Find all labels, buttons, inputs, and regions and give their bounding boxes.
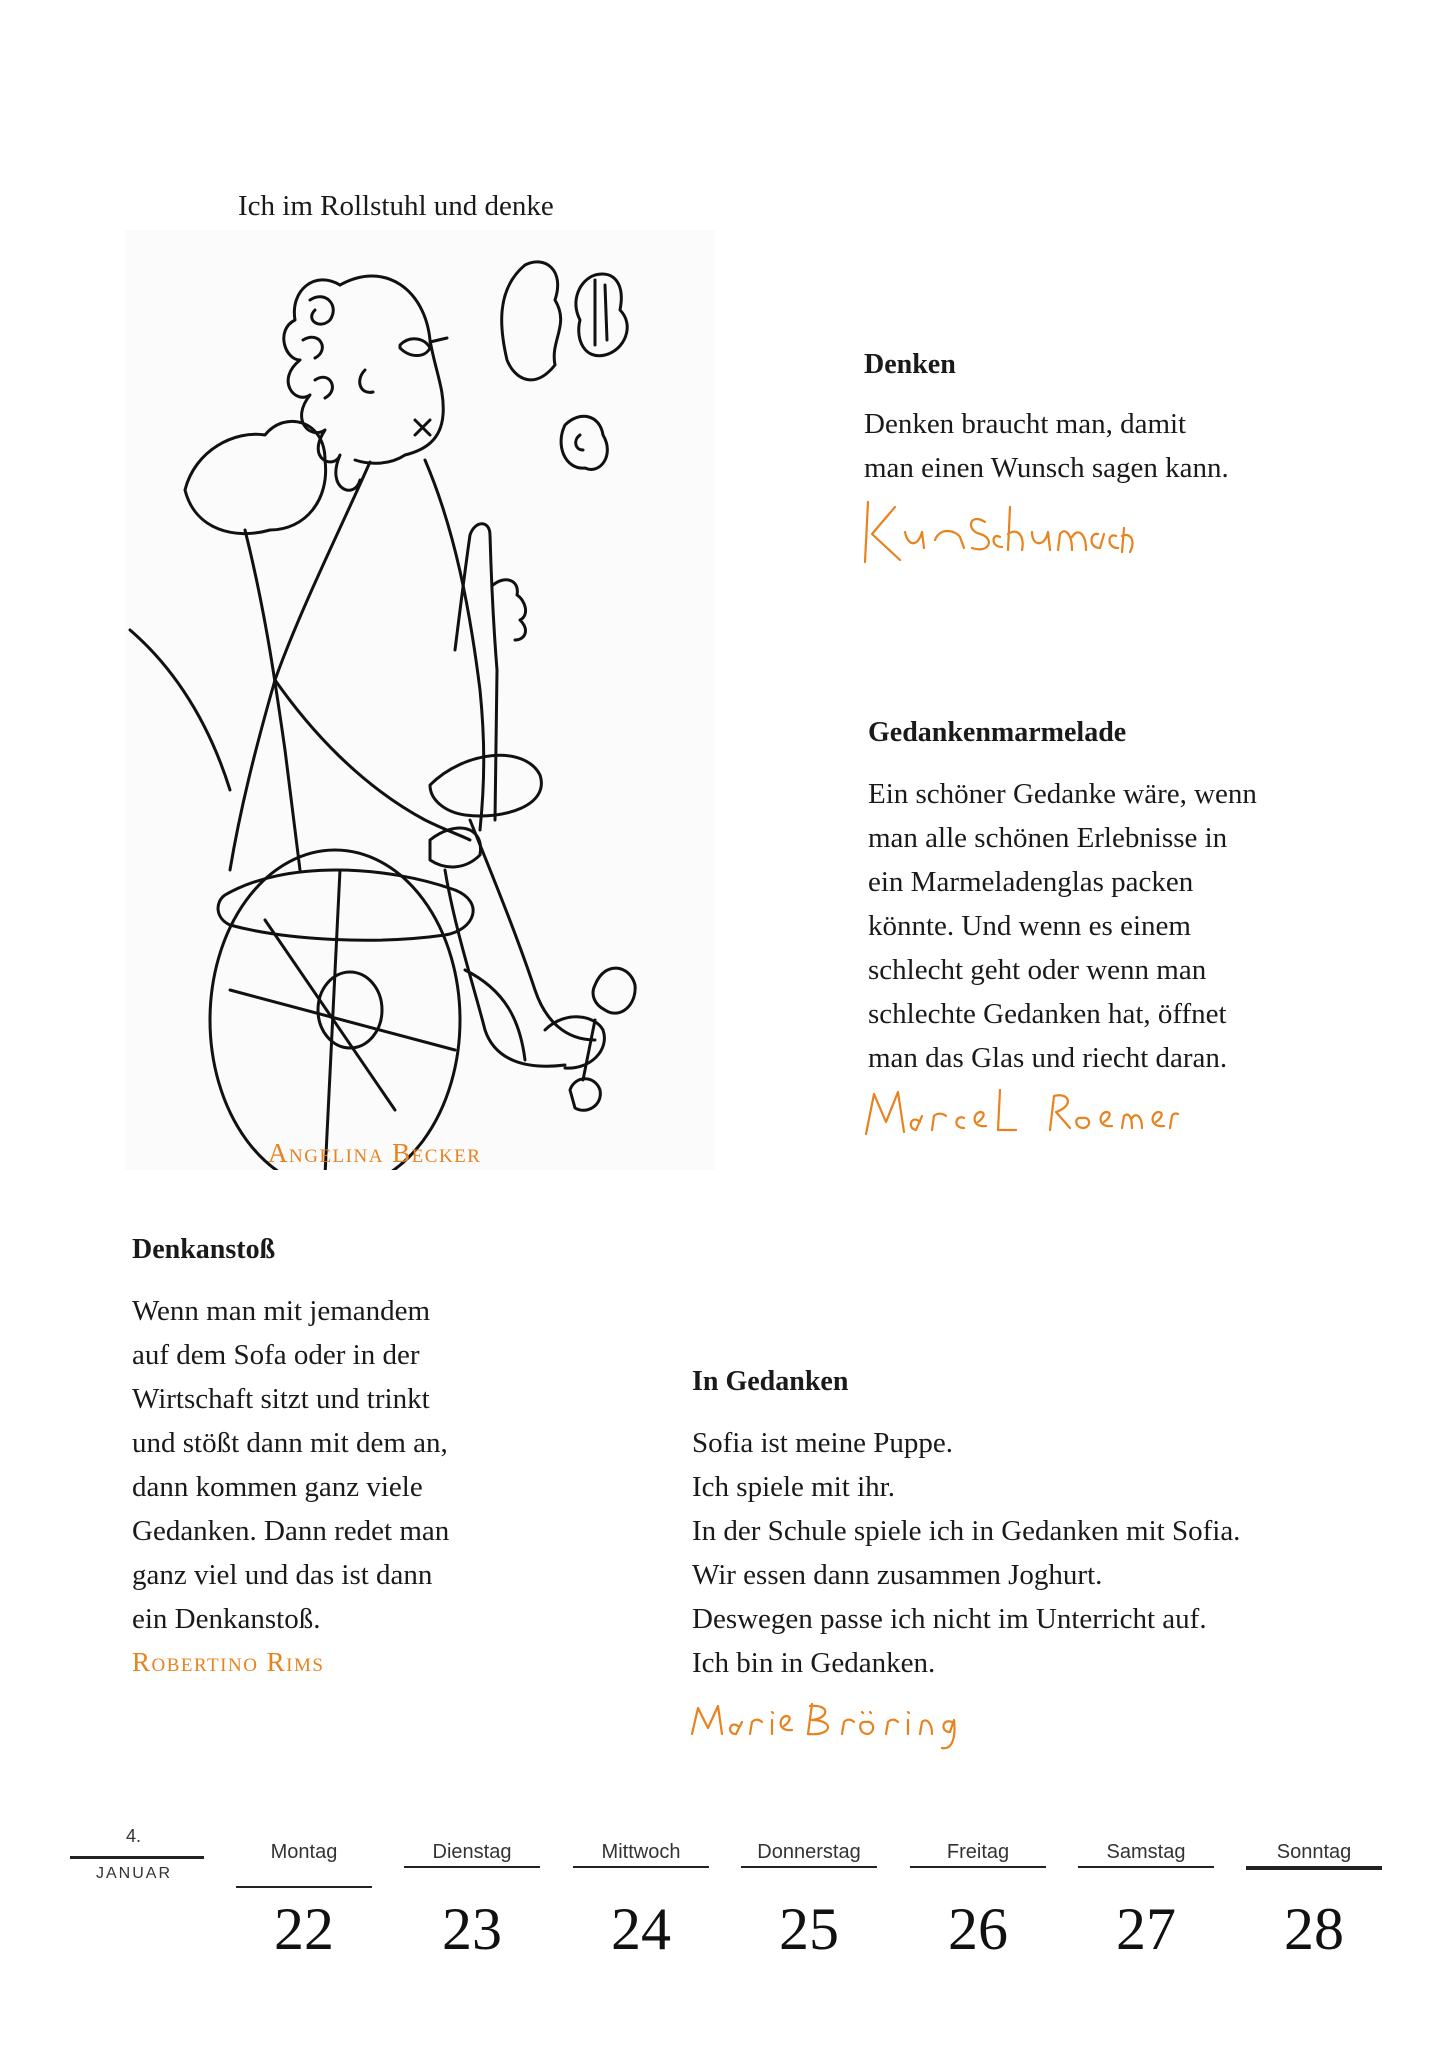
poem-line: ein Marmeladenglas packen: [868, 865, 1194, 898]
calendar-day-tuesday: [404, 1838, 540, 1964]
calendar-week-block: [70, 1826, 204, 1883]
calendar-day-saturday: [1078, 1838, 1214, 1964]
day-rule: [1246, 1866, 1382, 1870]
day-rule: [404, 1866, 540, 1868]
calendar-day-sunday: [1246, 1838, 1382, 1964]
poem-line: man einen Wunsch sagen kann.: [864, 451, 1229, 484]
day-rule: [910, 1866, 1046, 1868]
poem-lines: [692, 1421, 1392, 1685]
signature-marcel-roemer: [860, 1082, 1180, 1142]
day-name: Sonntag: [1276, 1841, 1352, 1863]
day-date: 28: [1284, 1896, 1344, 1962]
day-date: 22: [274, 1896, 334, 1962]
day-name: Samstag: [1106, 1841, 1186, 1863]
drawing-author: Angelina Becker: [268, 1138, 482, 1168]
poem-line: Ich spiele mit ihr.: [692, 1470, 895, 1503]
poem-gedankenmarmelade: [868, 716, 1428, 1080]
poem-line: und stößt dann mit dem an,: [132, 1426, 448, 1459]
poem-title: Gedankenmarmelade: [868, 717, 1127, 748]
poem-lines: [864, 402, 1384, 490]
day-rule: [236, 1886, 372, 1888]
day-rule: [573, 1866, 709, 1868]
signature-kurt-schumacher: [860, 492, 1140, 572]
day-date: 24: [611, 1896, 671, 1962]
poem-line: In der Schule spiele ich in Gedanken mit Sofia.: [692, 1514, 1241, 1547]
day-name: Donnerstag: [757, 1841, 861, 1863]
poem-title: Denken: [864, 349, 956, 380]
day-name: Dienstag: [432, 1841, 512, 1863]
drawing-title: Ich im Rollstuhl und denke: [238, 190, 554, 222]
calendar-day-wednesday: [573, 1838, 709, 1964]
poem-line: Wenn man mit jemandem: [132, 1294, 431, 1327]
poem-author: Robertino Rims: [132, 1646, 325, 1677]
day-date: 23: [442, 1896, 502, 1962]
day-date: 26: [948, 1896, 1008, 1962]
day-name: Montag: [270, 1841, 338, 1863]
poem-line: Ich bin in Gedanken.: [692, 1646, 936, 1679]
calendar-day-thursday: [741, 1838, 877, 1964]
calendar-day-monday: [236, 1838, 372, 1964]
day-name: Freitag: [946, 1841, 1010, 1863]
signature-marie-broering: [688, 1694, 968, 1754]
poem-lines: [868, 772, 1428, 1080]
poem-line: schlecht geht oder wenn man: [868, 953, 1207, 986]
poem-denkanstoss: [132, 1233, 652, 1678]
poem-line: man das Glas und riecht daran.: [868, 1041, 1228, 1074]
week-number: 4.: [126, 1826, 142, 1846]
poem-lines: [132, 1289, 652, 1641]
poem-line: Wir essen dann zusammen Joghurt.: [692, 1558, 1103, 1591]
poem-in-gedanken: [692, 1365, 1392, 1685]
day-rule: [741, 1866, 877, 1868]
day-date: 27: [1116, 1896, 1176, 1962]
poem-title: In Gedanken: [692, 1366, 849, 1397]
poem-line: ganz viel und das ist dann: [132, 1558, 433, 1591]
day-name: Mittwoch: [601, 1841, 681, 1863]
poem-line: Gedanken. Dann redet man: [132, 1514, 450, 1547]
calendar-day-friday: [910, 1838, 1046, 1964]
wheelchair-drawing: [125, 230, 715, 1170]
poem-line: Sofia ist meine Puppe.: [692, 1426, 953, 1459]
poem-line: dann kommen ganz viele: [132, 1470, 423, 1503]
poem-line: ein Denkanstoß.: [132, 1602, 321, 1635]
poem-line: auf dem Sofa oder in der: [132, 1338, 420, 1371]
week-rule: [70, 1856, 204, 1859]
poem-denken: [864, 348, 1384, 490]
poem-line: Deswegen passe ich nicht im Unterricht auf.: [692, 1602, 1207, 1635]
poem-line: Wirtschaft sitzt und trinkt: [132, 1382, 430, 1415]
poem-title: Denkanstoß: [132, 1234, 276, 1265]
day-date: 25: [779, 1896, 839, 1962]
poem-line: könnte. Und wenn es einem: [868, 909, 1191, 942]
day-rule: [1078, 1866, 1214, 1868]
poem-line: Ein schöner Gedanke wäre, wenn: [868, 777, 1257, 810]
month-label: JANUAR: [96, 1865, 173, 1882]
poem-line: schlechte Gedanken hat, öffnet: [868, 997, 1227, 1030]
poem-line: Denken braucht man, damit: [864, 407, 1187, 440]
poem-line: man alle schönen Erlebnisse in: [868, 821, 1228, 854]
